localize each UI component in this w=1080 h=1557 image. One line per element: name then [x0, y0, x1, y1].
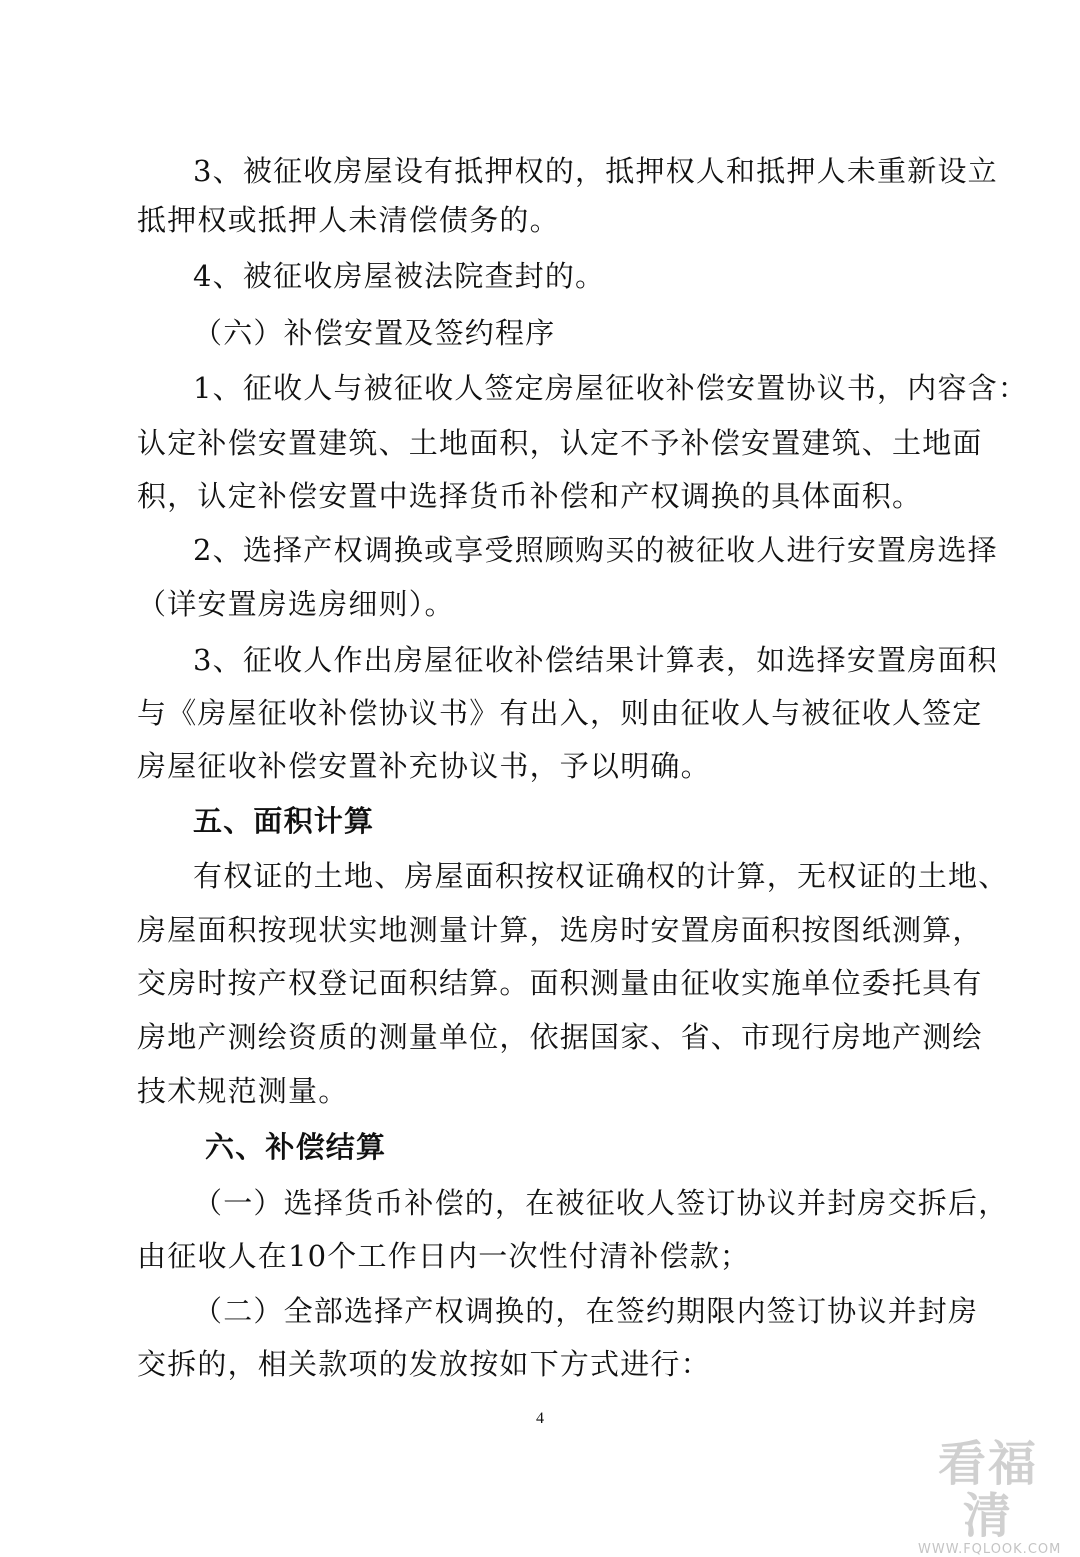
text-line: 房屋面积按现状实地测量计算，选房时安置房面积按图纸测算， — [137, 913, 983, 947]
section-heading: （六）补偿安置及签约程序 — [193, 316, 556, 350]
text-line: （一）选择货币补偿的，在被征收人签订协议并封房交拆后， — [193, 1186, 1009, 1220]
text-line: 有权证的土地、房屋面积按权证确权的计算，无权证的土地、 — [193, 859, 1009, 893]
watermark-logo — [918, 1436, 1062, 1557]
watermark-url: WWW.FQLOOK.COM — [918, 1542, 1062, 1557]
text-line: 1、征收人与被征收人签定房屋征收补偿安置协议书，内容含： — [193, 371, 1029, 405]
text-line: 由征收人在10个工作日内一次性付清补偿款； — [137, 1239, 751, 1273]
text-line: 与《房屋征收补偿协议书》有出入，则由征收人与被征收人签定 — [137, 696, 983, 730]
text-line: 交拆的，相关款项的发放按如下方式进行： — [137, 1347, 711, 1381]
text-line: （二）全部选择产权调换的，在签约期限内签订协议并封房 — [193, 1294, 979, 1328]
chapter-heading: 五、面积计算 — [193, 804, 375, 838]
text-line: 4、被征收房屋被法院查封的。 — [193, 259, 606, 293]
text-line: 积，认定补偿安置中选择货币补偿和产权调换的具体面积。 — [137, 479, 923, 513]
text-line: 技术规范测量。 — [137, 1074, 349, 1108]
text-line: 交房时按产权登记面积结算。面积测量由征收实施单位委托具有 — [137, 966, 983, 1000]
page-number: 4 — [536, 1410, 544, 1427]
text-line: 3、征收人作出房屋征收补偿结果计算表，如选择安置房面积 — [193, 643, 998, 677]
text-line: （详安置房选房细则）。 — [137, 587, 455, 621]
text-line: 2、选择产权调换或享受照顾购买的被征收人进行安置房选择 — [193, 533, 998, 567]
text-line: 抵押权或抵押人未清偿债务的。 — [137, 203, 560, 237]
text-line: 房屋征收补偿安置补充协议书，予以明确。 — [137, 749, 711, 783]
text-line: 房地产测绘资质的测量单位，依据国家、省、市现行房地产测绘 — [137, 1020, 983, 1054]
text-line: 3、被征收房屋设有抵押权的，抵押权人和抵押人未重新设立 — [193, 154, 998, 188]
text-line: 认定补偿安置建筑、土地面积，认定不予补偿安置建筑、土地面 — [137, 426, 983, 460]
watermark-text: 看福清 — [937, 1436, 1038, 1544]
chapter-heading: 六、补偿结算 — [205, 1130, 387, 1164]
